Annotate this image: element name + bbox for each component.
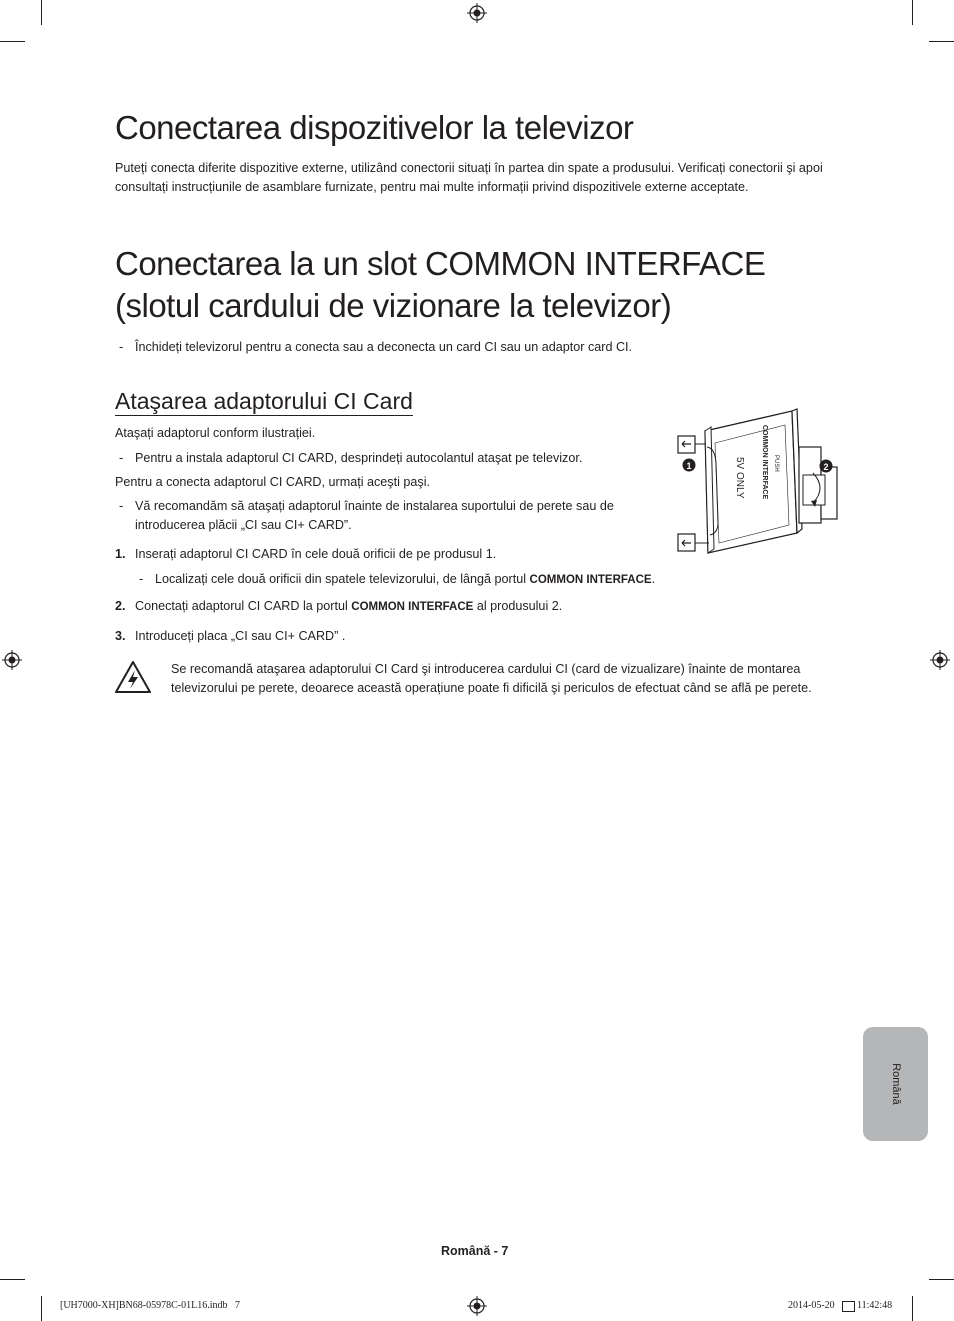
- marker-2-label: 2: [823, 462, 829, 472]
- step-2-text: [135, 597, 562, 617]
- push-label: PUSH: [773, 455, 779, 472]
- common-interface-label: COMMON INTERFACE: [761, 425, 768, 500]
- language-side-tab: [863, 1027, 928, 1141]
- common-interface-term: COMMON INTERFACE: [529, 574, 652, 586]
- step-number: 3.: [115, 629, 126, 643]
- crop-mark: [41, 1296, 42, 1321]
- subsection-title: Ataşarea adaptorului CI Card: [115, 388, 413, 414]
- body-dash-1: Pentru a instala adaptorul CI CARD, desprindeți autocolantul ataşat pe televizor.: [135, 451, 583, 465]
- warning-line-2: televizorului pe perete, deoarece această operațiune poate fi dificilă şi periculos de efectuat când se află pe perete.: [171, 681, 812, 695]
- page-number: Română - 7: [441, 1244, 509, 1258]
- crop-mark: [41, 0, 42, 25]
- body-line-1: Ataşați adaptorul conform ilustrației.: [115, 426, 316, 440]
- dash-bullet: -: [119, 340, 124, 354]
- crop-mark: [929, 41, 954, 42]
- dash-bullet: -: [119, 499, 124, 513]
- registration-mark-icon: [467, 1296, 487, 1316]
- crop-mark: [0, 1279, 25, 1280]
- dash-bullet: -: [119, 451, 124, 465]
- registration-mark-icon: [930, 650, 950, 670]
- note-power-off: Închideți televizorul pentru a conecta sau a deconecta un card CI sau un adaptor card CI.: [135, 340, 633, 354]
- crop-mark: [912, 0, 913, 25]
- step-2-text-start: Conectați adaptorul CI CARD la portul: [135, 599, 352, 613]
- dash-bullet: -: [139, 572, 144, 586]
- warning-line-1: Se recomandă ataşarea adaptorului CI Card şi introducerea cardului CI (card de vizualizare) înainte de montarea: [171, 662, 801, 676]
- page-title: Conectarea dispozitivelor la televizor: [115, 109, 634, 146]
- step-1-text: Inserați adaptorul CI CARD în cele două orificii de pe produsul 1.: [135, 547, 497, 561]
- step-3-text: Introduceți placa „CI sau CI+ CARD” .: [135, 629, 346, 643]
- footer-time: 11:42:48: [857, 1300, 893, 1311]
- intro-line-1: Puteți conecta diferite dispozitive externe, utilizând conectorii situați în partea din spate a produsului. Verificați conectorii şi apoi: [115, 161, 823, 175]
- registration-mark-icon: [467, 3, 487, 23]
- section-title-line-1: Conectarea la un slot COMMON INTERFACE: [115, 245, 766, 282]
- crop-mark: [912, 1296, 913, 1321]
- crop-mark: [0, 41, 25, 42]
- footer-date: 2014-05-20: [788, 1300, 835, 1311]
- step-2-text-end: al produsului 2.: [473, 599, 563, 613]
- step-1-sub-end: .: [651, 572, 656, 586]
- side-tab-label: Română: [889, 1063, 902, 1105]
- ci-card-adapter-illustration: [675, 403, 845, 558]
- footer-file-name: [UH7000-XH]BN68-05978C-01L16.indb 7: [60, 1300, 240, 1311]
- step-number: 2.: [115, 599, 126, 613]
- marker-1-label: 1: [686, 461, 692, 471]
- registration-mark-icon: [2, 650, 22, 670]
- section-title-line-2: (slotul cardului de vizionare la televizor): [115, 287, 672, 324]
- step-1-sub-text: Localizați cele două orificii din spatele televizorului, de lângă portul: [155, 572, 530, 586]
- common-interface-term: COMMON INTERFACE: [351, 601, 474, 613]
- footer-glyph: [842, 1301, 855, 1312]
- body-dash-2-line-2: introducerea plăcii „CI sau CI+ CARD”.: [135, 518, 352, 532]
- step-number: 1.: [115, 547, 126, 561]
- step-1-sub: [155, 570, 655, 590]
- body-dash-2-line-1: Vă recomandăm să ataşați adaptorul înainte de instalarea suportului de perete sau de: [135, 499, 614, 513]
- 5v-only-label: 5V ONLY: [734, 457, 745, 499]
- warning-triangle-icon: [114, 660, 152, 694]
- body-line-2: Pentru a conecta adaptorul CI CARD, urmați aceşti paşi.: [115, 475, 430, 489]
- intro-line-2: consultați instrucțiunile de asamblare furnizate, pentru mai multe informații privind dispozitivele externe acceptate.: [115, 180, 749, 194]
- crop-mark: [929, 1279, 954, 1280]
